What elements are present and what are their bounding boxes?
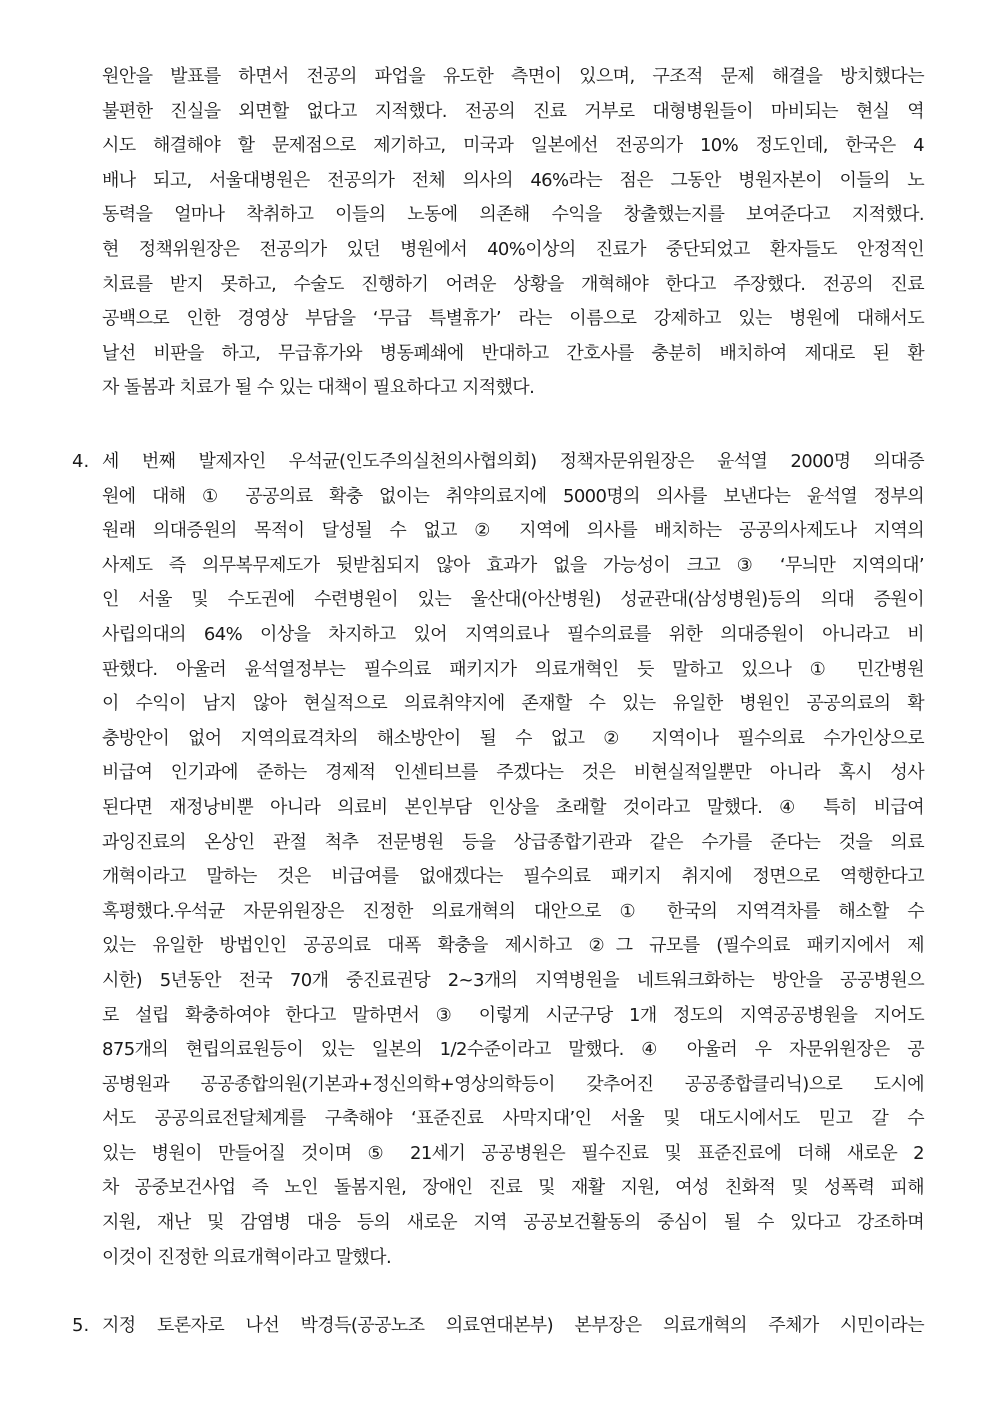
text-line: 치료를 받지 못하고, 수술도 진행하기 어려운 상황을 개혁해야 한다고 주장했다. 전공의 진료: [102, 273, 924, 295]
item-4-paragraph: [102, 445, 924, 1275]
text-line: 차 공중보건사업 즉 노인 돌봄지원, 장애인 진료 및 재활 지원, 여성 친화적 및 성폭력 피해: [102, 1177, 924, 1199]
text-line: 로 설립 확충하여야 한다고 말하면서 ③ 이렇게 시군구당 1개 정도의 지역공공병원을 지어도: [102, 1004, 924, 1026]
text-line: 과잉진료의 온상인 관절 척추 전문병원 등을 상급종합기관과 같은 수가를 준다는 것을 의료: [102, 831, 924, 853]
item-number-5: 5.: [72, 1315, 90, 1336]
text-line: 충방안이 없어 지역의료격차의 해소방안이 될 수 없고 ② 지역이나 필수의료 수가인상으로: [102, 727, 924, 749]
text-line: 공병원과 공공종합의원(기본과+정신의학+영상의학등이 갖추어진 공공종합클리닉)으로 도시에: [102, 1073, 924, 1095]
text-line: 이것이 진정한 의료개혁이라고 말했다.: [102, 1246, 392, 1268]
text-line: 지원, 재난 및 감염병 대응 등의 새로운 지역 공공보건활동의 중심이 될 수 있다고 강조하며: [102, 1212, 924, 1234]
text-line: 875개의 현립의료원등이 있는 일본의 1/2수준이라고 말했다. ④ 아울러 우 자문위원장은 공: [102, 1039, 924, 1061]
text-line: 사립의대의 64% 이상을 차지하고 있어 지역의료나 필수의료를 위한 의대증원이 아니라고 비: [102, 623, 924, 645]
text-line: 판했다. 아울러 윤석열정부는 필수의료 패키지가 의료개혁인 듯 말하고 있으나 ① 민간병원: [102, 658, 924, 680]
text-line: 날선 비판을 하고, 무급휴가와 병동폐쇄에 반대하고 간호사를 충분히 배치하여 제대로 된 환: [102, 342, 924, 364]
text-line: 원안을 발표를 하면서 전공의 파업을 유도한 측면이 있으며, 구조적 문제 해결을 방치했다는: [102, 66, 924, 87]
item-5-paragraph: [102, 1309, 924, 1344]
text-line: 혹평했다.우석균 자문위원장은 진정한 의료개혁의 대안으로 ① 한국의 지역격차를 해소할 수: [102, 900, 924, 922]
continuation-paragraph: [102, 60, 924, 406]
text-line: 현 정책위원장은 전공의가 있던 병원에서 40%이상의 진료가 중단되었고 환자들도 안정적인: [102, 238, 924, 260]
text-line: 배나 되고, 서울대병원은 전공의가 전체 의사의 46%라는 점은 그동안 병원자본이 이들의 노: [102, 169, 924, 191]
text-line: 공백으로 인한 경영상 부담을 ‘무급 특별휴가’ 라는 이름으로 강제하고 있는 병원에 대해서도: [102, 308, 924, 330]
text-line: 인 서울 및 수도권에 수련병원이 있는 울산대(아산병원) 성균관대(삼성병원)등의 의대 증원이: [102, 589, 924, 611]
text-line: 있는 유일한 방법인인 공공의료 대폭 확충을 제시하고 ②그 규모를 (필수의료 패키지에서 제: [102, 935, 924, 957]
text-line: 원래 의대증원의 목적이 달성될 수 없고 ② 지역에 의사를 배치하는 공공의사제도나 지역의: [102, 520, 924, 542]
text-line: 비급여 인기과에 준하는 경제적 인센티브를 주겠다는 것은 비현실적일뿐만 아니라 혹시 성사: [102, 762, 924, 784]
text-line: 사제도 즉 의무복무제도가 뒷받침되지 않아 효과가 없을 가능성이 크고 ③ ‘무늬만 지역의대’: [102, 554, 924, 576]
text-line: 원에 대해 ① 공공의료 확충 없이는 취약의료지에 5000명의 의사를 보낸다는 윤석열 정부의: [102, 485, 924, 507]
text-line: 서도 공공의료전달체계를 구축해야 ‘표준진료 사막지대’인 서울 및 대도시에서도 믿고 갈 수: [102, 1108, 924, 1130]
text-line: 지정 토론자로 나선 박경득(공공노조 의료연대본부) 본부장은 의료개혁의 주체가 시민이라는: [102, 1315, 924, 1336]
text-line: 불편한 진실을 외면할 없다고 지적했다. 전공의 진료 거부로 대형병원들이 마비되는 현실 역: [102, 100, 924, 122]
text-line: 자 돌봄과 치료가 될 수 있는 대책이 필요하다고 지적했다.: [102, 377, 535, 399]
text-line: 시한) 5년동안 전국 70개 중진료권당 2~3개의 지역병원을 네트워크화하는 방안을 공공병원으: [102, 969, 924, 991]
item-number-4: 4.: [72, 451, 90, 472]
text-line: 된다면 재정낭비뿐 아니라 의료비 본인부담 인상을 초래할 것이라고 말했다. ④ 특히 비급여: [102, 796, 924, 818]
text-line: 개혁이라고 말하는 것은 비급여를 없애겠다는 필수의료 패키지 취지에 정면으로 역행한다고: [102, 866, 924, 888]
text-line: 이 수익이 남지 않아 현실적으로 의료취약지에 존재할 수 있는 유일한 병원인 공공의료의 확: [102, 693, 924, 715]
text-line: 있는 병원이 만들어질 것이며 ⑤ 21세기 공공병원은 필수진료 및 표준진료에 더해 새로운 2: [102, 1142, 924, 1164]
text-line: 시도 해결해야 할 문제점으로 제기하고, 미국과 일본에선 전공의가 10% 정도인데, 한국은 4: [102, 135, 924, 157]
text-line: 동력을 얼마나 착취하고 이들의 노동에 의존해 수익을 창출했는지를 보여준다고 지적했다.: [102, 204, 924, 226]
text-line: 세 번째 발제자인 우석균(인도주의실천의사협의회) 정책자문위원장은 윤석열 2000명 의대증: [102, 451, 924, 472]
